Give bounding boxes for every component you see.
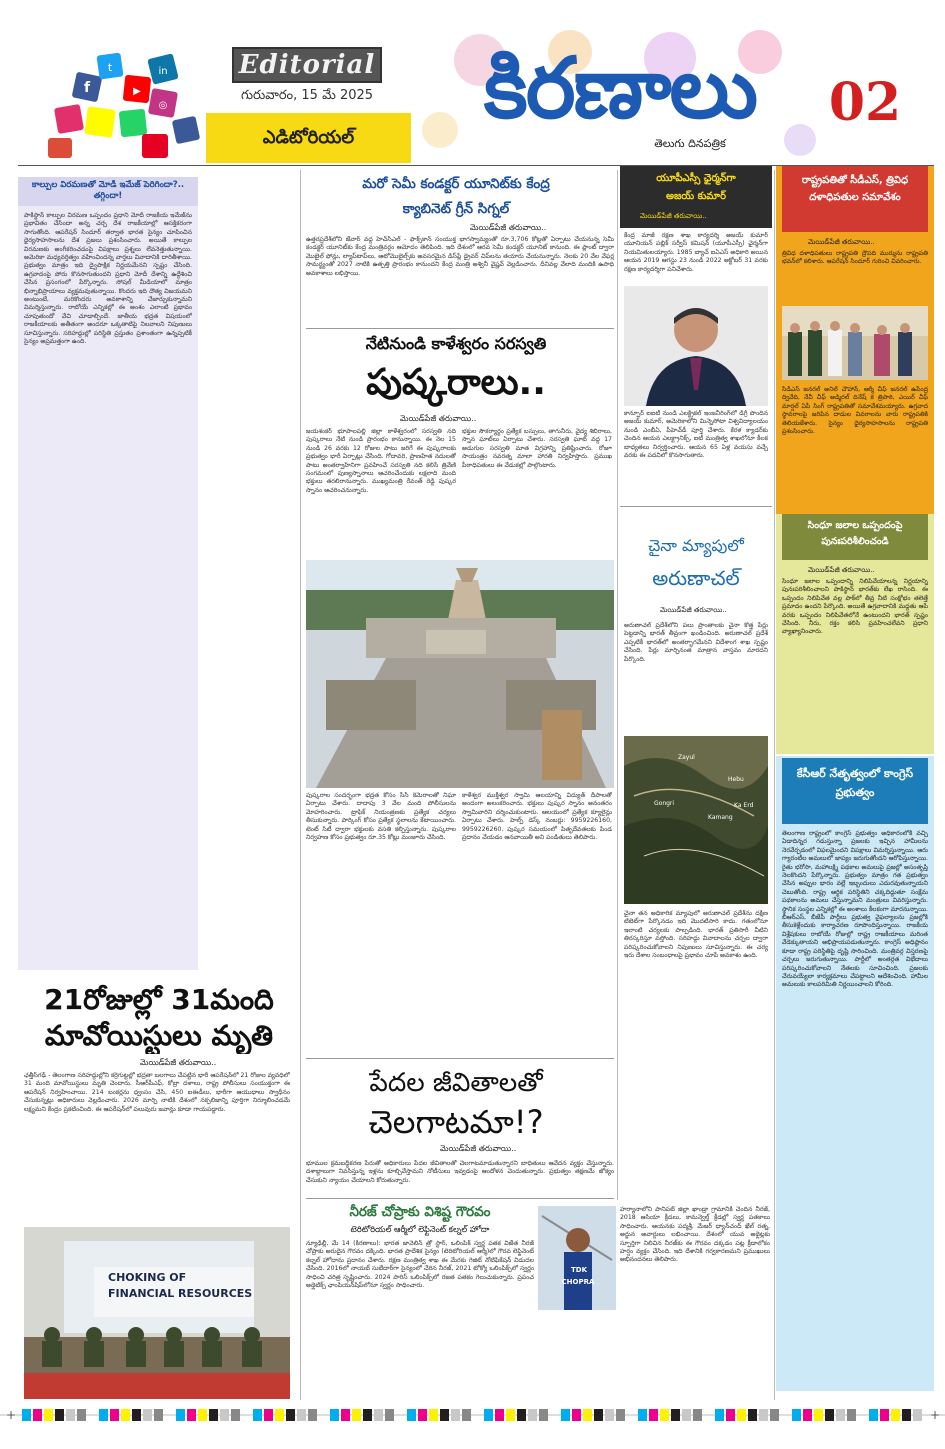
issue-date: గురువారం, 15 మే 2025 xyxy=(240,88,374,103)
china-headline-line2: అరుణాచల్ xyxy=(652,566,740,590)
registration-swatch xyxy=(121,1409,130,1421)
registration-swatch xyxy=(187,1409,196,1421)
press-conference-illustration xyxy=(24,1227,290,1399)
registration-swatch xyxy=(308,1409,317,1421)
pushkaralu-headline-line2: పుష్కరాలు.. xyxy=(366,362,546,403)
semicon-headline-line2: క్యాబినెట్ గ్రీన్ సిగ్నల్ xyxy=(402,201,510,217)
president-meeting-body-bottom: సీడీఎస్ జనరల్ అనిల్ చౌహాన్, ఆర్మీ చీఫ్ జనరల్ ఉపేంద్ర ద్వివేది, నేవీ చీఫ్ అడ్మిరల్ దినేష్ కె త్రిపాఠి, ఎయిర్ చీఫ్ మార్షల్ ఏపీ సింగ్ రాష్ట్రపతితో సమావేశమయ్యారు. ఉగ్రవాద స్థావరాలపై జరిపిన దాడుల వివరాలను వారు రాష్ట్రపతికి తెలియజేశారు. సైన్యం ధైర్యసాహసాలను రాష్ట్రపతి ప్రశంసించారు. xyxy=(782,386,928,436)
registration-swatch xyxy=(374,1409,383,1421)
registration-swatch xyxy=(154,1409,163,1421)
registration-swatch xyxy=(506,1409,515,1421)
temple-courtyard-illustration xyxy=(306,560,614,788)
jersey-name: CHOPRA xyxy=(561,1278,595,1286)
registration-swatch xyxy=(440,1409,449,1421)
photo-banner-line2: FINANCIAL RESOURCES xyxy=(108,1287,253,1300)
photo-banner-line1: CHOKING OF xyxy=(108,1271,187,1284)
pushkaralu-body-c: పుష్కరాల సందర్భంగా భద్రత కోసం సీసీ కెమెరాలతో నిఘా ఏర్పాటు చేశారు. దాదాపు 3 వేల మంది పోలీసులను మోహరించారు. ట్రాఫిక్ నియంత్రణకు ప్రత్యేక చర్యలు తీసుకున్నారు. పార్కింగ్ కోసం ప్రత్యేక స్థలాలను కేటాయించారు. టెంట్ సిటీ ద్వారా భక్తులకు వసతి కల్పిస్తున్నారు. పుష్కరాల నిర్వహణ కోసం ప్రభుత్వం రూ.35 కోట్లు మంజూరు చేసింది. xyxy=(306,792,456,842)
registration-swatch xyxy=(220,1409,229,1421)
pushkaralu-headline-line1: నేటినుండి కాళేశ్వరం సరస్వతి xyxy=(365,334,547,353)
svg-text:t: t xyxy=(107,61,113,74)
poor-lives-headline-line2: చెలగాటమా!? xyxy=(368,1103,544,1141)
registration-swatch xyxy=(649,1409,658,1421)
svg-text:in: in xyxy=(158,66,168,77)
pushkaralu-byline: మెయిడ్‌పేజీ తరువాయి.. xyxy=(400,414,477,423)
registration-swatch xyxy=(737,1409,746,1421)
upsc-headline-line2: అజయ్ కుమార్ xyxy=(665,191,727,202)
column-divider-3 xyxy=(774,170,775,1400)
registration-swatch xyxy=(528,1409,537,1421)
registration-swatch xyxy=(132,1409,141,1421)
president-meeting-headline: రాష్ట్రపతితో సీడీఎస్, త్రివిధ దళాధిపతుల సమావేశం xyxy=(801,175,909,203)
newspaper-title: కిరణాలు xyxy=(483,39,757,137)
registration-swatch xyxy=(429,1409,438,1421)
column-divider-1 xyxy=(300,170,301,1400)
registration-swatch xyxy=(264,1409,273,1421)
ajay-kumar-photo xyxy=(624,286,768,406)
registration-swatch xyxy=(176,1409,185,1421)
divider-upsc xyxy=(620,506,772,507)
registration-swatch xyxy=(759,1409,768,1421)
registration-swatch xyxy=(539,1409,548,1421)
semicon-headline-line1: మరో సెమీ కండక్టర్ యూనిట్‌కు కేంద్ర xyxy=(362,176,550,192)
meeting-illustration xyxy=(782,306,928,380)
satellite-map-illustration xyxy=(624,736,768,904)
registration-swatch xyxy=(22,1409,31,1421)
registration-swatch xyxy=(814,1409,823,1421)
neeraj-body: న్యూఢిల్లీ, మే 14 (కిరణాలు): భారత జావెలిన్ త్రో స్టార్, ఒలింపిక్ స్వర్ణ పతక విజేత నీరజ్ చోప్రాకు అరుదైన గౌరవం దక్కింది. భారత ప్రాదేశిక సైన్యం (టెరిటోరియల్ ఆర్మీ)లో గౌరవ లెఫ్టినెంట్ కల్నల్ హోదాను ప్రదానం చేశారు. రక్షణ మంత్రిత్వ శాఖ ఈ మేరకు గెజిట్ నోటిఫికేషన్ విడుదల చేసింది. 2016లో నాయబ్ సుబేదార్‌గా సైన్యంలో చేరిన నీరజ్, 2021 టోక్యో ఒలింపిక్స్‌లో స్వర్ణం సాధించి చరిత్ర సృష్టించారు. 2024 పారిస్ ఒలింపిక్స్‌లో రజత పతకం గెలుచుకున్నారు. ప్రపంచ అథ్లెటిక్స్ ఛాంపియన్‌షిప్‌లోనూ స్వర్ణం సాధించారు. xyxy=(306,1240,534,1290)
column-divider-2 xyxy=(617,170,618,1200)
kcr-story-headline: కేసీఆర్ నేతృత్వంలో కాంగ్రెస్ ప్రభుత్వం xyxy=(796,767,914,799)
svg-text:f: f xyxy=(83,80,91,96)
kaleshwaram-temple-photo xyxy=(306,560,614,788)
indus-treaty-byline: మెయిడ్‌పేజీ తరువాయి.. xyxy=(808,566,875,574)
svg-text:▶: ▶ xyxy=(133,86,141,97)
president-meeting-body-top: త్రివిధ దళాధిపతులు రాష్ట్రపతి ద్రౌపది ముర్మును రాష్ట్రపతి భవన్‌లో కలిశారు. ఆపరేషన్ సిందూర్ గురించి వివరించారు. xyxy=(782,250,928,266)
registration-swatch xyxy=(143,1409,152,1421)
registration-swatch xyxy=(517,1409,526,1421)
registration-swatch xyxy=(341,1409,350,1421)
neeraj-subhead: టెరిటోరియల్ ఆర్మీలో లెఫ్టినెంట్ కల్నల్ హోదా xyxy=(350,1224,490,1234)
portrait-illustration xyxy=(624,286,768,406)
arunachal-map-photo xyxy=(624,736,768,904)
page-number: 02 xyxy=(828,72,902,133)
registration-swatch xyxy=(880,1409,889,1421)
president-meeting-photo xyxy=(782,306,928,380)
registration-swatch xyxy=(913,1409,922,1421)
upsc-headline-line1: యూపీఎస్సీ ఛైర్మన్‌గా xyxy=(656,173,736,184)
svg-text:◎: ◎ xyxy=(158,100,168,111)
indus-treaty-body: సింధూ జలాల ఒప్పందాన్ని నిలిపివేయాలన్న నిర్ణయాన్ని పునఃపరిశీలించాలని పాకిస్థాన్ భారత్‌కు లేఖ రాసింది. ఈ ఒప్పందం నిలిపివేత వల్ల పాక్‌లో తీవ్ర నీటి సంక్షోభం తలెత్తే ప్రమాదం ఉందని పేర్కొంది. అయితే ఉగ్రవాదానికి మద్దతు ఆపే వరకు ఒప్పందం నిలిపివేతలోనే ఉంటుందని భారత్ స్పష్టం చేసింది. నీరు, రక్తం కలిసి ప్రవహించలేవని ప్రధాని వ్యాఖ్యానించారు. xyxy=(782,578,928,636)
upsc-byline: మెయిడ్‌పేజీ తరువాయి.. xyxy=(640,212,707,220)
china-body: అరుణాచల్ ప్రదేశ్‌లోని పలు ప్రాంతాలకు చైనా కొత్త పేర్లు పెట్టడాన్ని భారత్ తీవ్రంగా ఖండించింది. అరుణాచల్ ప్రదేశ్ ఎప్పటికీ భారత్‌లో అంతర్భాగమేనని విదేశాంగ శాఖ స్పష్టం చేసింది. పేర్లు మార్చినంత మాత్రాన వాస్తవం మారదని పేర్కొంది. xyxy=(624,622,768,663)
poor-lives-byline: మెయిడ్‌పేజీ తరువాయి.. xyxy=(440,1144,517,1153)
registration-swatch xyxy=(561,1409,570,1421)
left-column-headline: కాల్పుల విరమణతో మోడీ ఇమేజ్ పెరిగిందా?.. తగ్గిందా! xyxy=(31,180,185,201)
left-column-body: పాకిస్థాన్ కాల్పుల విరమణ ఒప్పందం ప్రధాని మోదీ రాజకీయ ఇమేజ్‌ను ప్రభావితం చేసిందా అన్న చర్చ దేశ రాజకీయాల్లో ఆసక్తికరంగా సాగుతోంది. ఆపరేషన్ సిందూర్ తర్వాత భారత సైన్యం చూపించిన ధైర్యసాహసాలను దేశ ప్రజలు ప్రశంసించారు. అయితే కాల్పుల విరమణకు అంగీకరించడంపై విపక్షాలు ప్రశ్నలు లేవనెత్తుతున్నాయి. అమెరికా మధ్యవర్తిత్వం వహించిందన్న వార్తలు వివాదానికి దారితీశాయి. ప్రభుత్వం మాత్రం ఇది ద్వైపాక్షిక నిర్ణయమేనని స్పష్టం చేసింది. ఉగ్రవాదంపై పోరు కొనసాగుతుందని ప్రధాని మోదీ దేశాన్ని ఉద్దేశించి చేసిన ప్రసంగంలో పేర్కొన్నారు. సోషల్ మీడియాలో మాత్రం భిన్నాభిప్రాయాలు వ్యక్తమవుతున్నాయి. కొందరు ఇది దౌత్య విజయమని అంటుంటే, మరికొందరు అవకాశాన్ని చేజార్చుకున్నామని విమర్శిస్తున్నారు. రాబోయే ఎన్నికల్లో ఈ అంశం ఎలాంటి ప్రభావం చూపుతుందో వేచి చూడాల్సిందే. జాతీయ భద్రత విషయంలో రాజకీయాలకు అతీతంగా అందరూ ఒక్కతాటిపై నిలవాలని నిపుణులు సూచిస్తున్నారు. సరిహద్దుల్లో పరిస్థితి ప్రస్తుతం ప్రశాంతంగా ఉన్నప్పటికీ సైన్యం అప్రమత్తంగా ఉంది. xyxy=(24,212,192,346)
registration-swatch xyxy=(462,1409,471,1421)
divider-semicon xyxy=(306,328,614,329)
registration-swatch xyxy=(660,1409,669,1421)
newspaper-subtitle: తెలుగు దినపత్రిక xyxy=(654,137,726,150)
registration-swatch xyxy=(616,1409,625,1421)
registration-swatch xyxy=(715,1409,724,1421)
china-headline-line1: చైనా మ్యాపులో xyxy=(648,536,744,555)
registration-swatch xyxy=(770,1409,779,1421)
jersey-sponsor: TDK xyxy=(570,1266,587,1274)
registration-swatch xyxy=(803,1409,812,1421)
registration-swatch xyxy=(847,1409,856,1421)
poor-lives-headline-line1: పేదల జీవితాలతో xyxy=(369,1068,543,1098)
registration-swatch xyxy=(605,1409,614,1421)
neeraj-body-right: హర్యానాలోని పానిపట్ జిల్లా ఖాండ్రా గ్రామానికి చెందిన నీరజ్, 2018 ఆసియా క్రీడలు, కామన్వెల్త్ క్రీడల్లో స్వర్ణ పతకాలు సాధించారు. ఆయనకు పద్మశ్రీ, మేజర్ ధ్యాన్‌చంద్ ఖేల్ రత్న, అర్జున అవార్డులు లభించాయి. దేశంలో యువ అథ్లెట్లకు స్ఫూర్తిగా నిలిచిన నీరజ్‌కు ఈ గౌరవం దక్కడం పట్ల క్రీడాలోకం హర్షం వ్యక్తం చేసింది. ఇది దేశానికి గర్వకారణమని ప్రముఖులు అభినందనలు తెలిపారు. xyxy=(620,1206,770,1264)
registration-swatch xyxy=(253,1409,262,1421)
registration-swatch xyxy=(902,1409,911,1421)
pushkaralu-body-b: భక్తుల సౌకర్యార్థం ప్రత్యేక బస్సులు, తాగునీరు, వైద్య శిబిరాలు, స్నాన ఘాట్‌లు ఏర్పాటు చేశారు. సరస్వతి ఘాట్ వద్ద 17 అడుగుల సరస్వతి మాత విగ్రహాన్ని ప్రతిష్టించారు. రోజూ సాయంత్రం నవరత్న మాలా హారతి నిర్వహిస్తారు. ప్రముఖ పీఠాధిపతులు ఈ వేడుకల్లో పాల్గొంటారు. xyxy=(462,428,612,469)
svg-text:+: + xyxy=(6,1408,17,1422)
registration-swatch xyxy=(385,1409,394,1421)
registration-swatch xyxy=(286,1409,295,1421)
semicon-byline: మెయిడ్‌పేజీ తరువాయి.. xyxy=(470,223,547,232)
pushkaralu-body-d: కాళేశ్వర ముక్తీశ్వర స్వామి ఆలయాన్ని విద్యుత్ దీపాలతో అందంగా అలంకరించారు. భక్తులు పుష్కర స్నానం అనంతరం స్వామివారిని దర్శించుకుంటారు. ఆలయంలో ప్రత్యేక క్యూలైన్లు ఏర్పాటు చేశారు. హెల్ప్ డెస్క్ నంబర్లు: 9959226160, 9959226260. పుష్కర సమయంలో పితృదేవతలకు పిండ ప్రదానం చేయడం ఆనవాయితీ అని పండితులు తెలిపారు. xyxy=(462,792,612,842)
neeraj-headline: నీరజ్ చోప్రాకు విశిష్ట గౌరవం xyxy=(349,1204,491,1220)
registration-swatch xyxy=(869,1409,878,1421)
registration-swatch xyxy=(671,1409,680,1421)
maoist-body: ఛత్తీస్‌గఢ్ - తెలంగాణ సరిహద్దుల్లోని కర్రెగుట్టల్లో భద్రతా బలగాలు చేపట్టిన భారీ ఆపరేషన్‌లో 21 రోజుల వ్యవధిలో 31 మంది మావోయిస్టులు మృతి చెందారు. సీఆర్‌పీఎఫ్, కోబ్రా దళాలు, రాష్ట్ర పోలీసులు సంయుక్తంగా ఈ ఆపరేషన్ నిర్వహించాయి. 214 బంకర్లను ధ్వంసం చేసి, 450 ఐఈడీలు, భారీగా ఆయుధాలు స్వాధీనం చేసుకున్నట్లు అధికారులు వెల్లడించారు. 2026 మార్చి నాటికి దేశంలో నక్సలిజాన్ని పూర్తిగా నిర్మూలించడమే లక్ష్యమని కేంద్రం ప్రకటించింది. ఈ ఆపరేషన్‌లో పలువురు జవాన్లు కూడా గాయపడ్డారు. xyxy=(24,1072,290,1113)
registration-swatch xyxy=(693,1409,702,1421)
registration-swatch xyxy=(66,1409,75,1421)
maoist-byline: మెయిడ్‌పేజీ తరువాయి.. xyxy=(140,1058,217,1067)
registration-swatch xyxy=(836,1409,845,1421)
maoist-headline: 21రోజుల్లో 31మంది మావోయిస్టులు మృతి xyxy=(44,983,274,1052)
maoist-photo xyxy=(24,1227,290,1399)
registration-swatch xyxy=(825,1409,834,1421)
social-media-cubes-graphic xyxy=(46,46,206,164)
map-label-0: Zayul xyxy=(678,754,695,761)
print-registration-bar xyxy=(0,1404,945,1426)
registration-swatch xyxy=(55,1409,64,1421)
upsc-body-bottom: కాన్పూర్ ఐఐటీ నుండి ఎలక్ట్రికల్ ఇంజనీరింగ్‌లో డిగ్రీ పొందిన అజయ్ కుమార్, అమెరికాలోని మిన్నెసోటా విశ్వవిద్యాలయం నుండి ఎంబీఏ, పీహెచ్‌డీ పూర్తి చేశారు. కేరళ క్యాడర్‌కు చెందిన ఆయన ఎలక్ట్రానిక్స్, ఐటీ మంత్రిత్వ శాఖలోనూ కీలక బాధ్యతలు నిర్వర్తించారు. ఆయన 65 ఏళ్ల వయసు వచ్చే వరకు ఈ పదవిలో కొనసాగుతారు. xyxy=(624,410,768,460)
china-body-bottom: చైనా తన అధికారిక మ్యాపులో అరుణాచల్ ప్రదేశ్‌ను దక్షిణ టిబెట్‌గా పేర్కొనడం ఇది మొదటిసారి కాదు. గతంలోనూ ఇలాంటి చర్యలకు పాల్పడింది. భారత్ ప్రతిసారీ వీటిని తిరస్కరిస్తూ వస్తోంది. సరిహద్దు వివాదాలను చర్చల ద్వారా పరిష్కరించుకోవాలని నిపుణులు సూచిస్తున్నారు. ఈ చర్య ఇరు దేశాల సంబంధాలపై ప్రభావం చూపే అవకాశం ఉంది. xyxy=(624,910,768,960)
registration-swatch xyxy=(451,1409,460,1421)
registration-swatch xyxy=(484,1409,493,1421)
indus-treaty-headline: సింధూ జలాల ఒప్పందంపై పునఃపరిశీలించండి xyxy=(807,520,903,547)
registration-swatch xyxy=(99,1409,108,1421)
semicon-body: ఉత్తరప్రదేశ్‌లోని జేవార్ వద్ద హెచ్‌సీఎల్ - ఫాక్స్‌కాన్ సంయుక్త భాగస్వామ్యంతో రూ.3,706 కోట్లతో ఏర్పాటు చేయనున్న సెమీ కండక్టర్ యూనిట్‌కు కేంద్ర మంత్రివర్గం ఆమోదం తెలిపింది. ఇది దేశంలో ఆరవ సెమీ కండక్టర్ యూనిట్ కానుంది. ఈ ప్లాంట్ ద్వారా మొబైల్ ఫోన్లు, ల్యాప్‌టాప్‌లు, ఆటోమొబైల్స్‌కు అవసరమైన డిస్‌ప్లే డ్రైవర్ చిప్‌లను తయారు చేయనున్నారు. నెలకు 20 వేల వేఫర్ల సామర్థ్యంతో 2027 నాటికి ఉత్పత్తి ప్రారంభం కానుందని కేంద్ర మంత్రి అశ్వినీ వైష్ణవ్ వెల్లడించారు. దీనివల్ల వేలాది మందికి ఉపాధి అవకాశాలు లభిస్తాయి. xyxy=(306,236,614,277)
registration-swatch xyxy=(275,1409,284,1421)
neeraj-chopra-photo xyxy=(538,1206,616,1310)
registration-swatch xyxy=(748,1409,757,1421)
map-label-1: Hebu xyxy=(728,776,744,783)
registration-swatch xyxy=(352,1409,361,1421)
registration-swatch xyxy=(682,1409,691,1421)
china-byline: మెయిడ్‌పేజీ తరువాయి.. xyxy=(660,606,727,614)
svg-text:+: + xyxy=(930,1408,941,1422)
registration-swatch xyxy=(594,1409,603,1421)
editorial-logo-text: Editorial xyxy=(238,50,376,80)
pushkaralu-body-a: జయశంకర్ భూపాలపల్లి జిల్లా కాళేశ్వరంలో సరస్వతి నది పుష్కరాలు నేటి నుండి ప్రారంభం కానున్నాయి. ఈ నెల 15 నుండి 26 వరకు 12 రోజుల పాటు జరిగే ఈ పుష్కరాలకు ప్రభుత్వం భారీ ఏర్పాట్లు చేసింది. గోదావరి, ప్రాణహిత నదులతో పాటు అంతర్వాహినిగా ప్రవహించే సరస్వతి నది కలిసే త్రివేణి సంగమంలో పుణ్యస్నానాలు ఆచరించేందుకు లక్షలాది మంది భక్తులు తరలిరానున్నారు. ముఖ్యమంత్రి రేవంత్ రెడ్డి పుష్కర స్నానం ఆచరించనున్నారు. xyxy=(306,428,456,494)
registration-swatch xyxy=(33,1409,42,1421)
kcr-story-body: తెలంగాణ రాష్ట్రంలో కాంగ్రెస్ ప్రభుత్వం అధికారంలోకి వచ్చి ఏడాదిన్నర గడుస్తున్నా ప్రజలకు ఇచ్చిన హామీలను నెరవేర్చడంలో విఫలమైందని విపక్షాలు విమర్శిస్తున్నాయి. ఆరు గ్యారంటీల అమలులో జాప్యం జరుగుతోందని ఆరోపిస్తున్నాయి. రైతు భరోసా, మహాలక్ష్మి పథకాల అమలుపై ప్రజల్లో అసంతృప్తి నెలకొందని పేర్కొన్నారు. ప్రభుత్వం మాత్రం గత ప్రభుత్వం చేసిన అప్పుల భారం వల్లే ఇబ్బందులు ఎదురవుతున్నాయని చెబుతోంది. రాష్ట్ర ఆర్థిక పరిస్థితిని చక్కదిద్దుతూ సంక్షేమ పథకాలను అమలు చేస్తున్నామని మంత్రులు వివరిస్తున్నారు. స్థానిక సంస్థల ఎన్నికల్లో ఈ అంశాలు కీలకంగా మారనున్నాయి. బీఆర్ఎస్, బీజేపీ పార్టీలు ప్రభుత్వ వైఫల్యాలను ప్రజల్లోకి తీసుకెళ్లేందుకు కార్యాచరణ రూపొందిస్తున్నాయి. రాజకీయ విశ్లేషకులు రాబోయే రోజుల్లో రాష్ట్ర రాజకీయాలు మరింత వేడెక్కుతాయని అభిప్రాయపడుతున్నారు. కాంగ్రెస్ అధిష్ఠానం కూడా రాష్ట్ర పరిస్థితిపై దృష్టి సారించింది. మంత్రివర్గ విస్తరణపై చర్చలు జరుగుతున్నాయి. పార్టీలో అంతర్గత విభేదాలు పరిష్కరించుకోవాలని నేతలకు సూచించింది. ప్రజలకు చేరువయ్యేలా కార్యక్రమాలు చేపట్టాలని ఆదేశించింది. హామీల అమలుకు కాలపరిమితి నిర్ణయించాలని కోరింది. xyxy=(782,830,928,989)
registration-swatch xyxy=(407,1409,416,1421)
poor-lives-body: భూముల క్రమబద్ధీకరణ పేరుతో అధికారులు పేదల జీవితాలతో చెలగాటమాడుతున్నారని బాధితులు ఆవేదన వ్యక్తం చేస్తున్నారు. దశాబ్దాలుగా నివసిస్తున్న ఇళ్లను కూల్చివేస్తామని నోటీసులు ఇవ్వడంపై ఆందోళన చెందుతున్నారు. ప్రభుత్వం తక్షణమే జోక్యం చేసుకుని న్యాయం చేయాలని కోరుతున్నారు. xyxy=(306,1160,614,1184)
section-label: ఎడిటోరియల్ xyxy=(262,127,355,148)
registration-swatch xyxy=(638,1409,647,1421)
map-label-4: Ka Erd xyxy=(734,802,754,809)
president-meeting-byline: మెయిడ్‌పేజీ తరువాయి.. xyxy=(808,238,875,246)
registration-swatch xyxy=(572,1409,581,1421)
map-label-2: Gongri xyxy=(654,800,675,807)
upsc-body-top: కేంద్ర మాజీ రక్షణ శాఖ కార్యదర్శి అజయ్ కుమార్ యూనియన్ పబ్లిక్ సర్వీస్ కమిషన్ (యూపీఎస్సీ) ఛైర్మన్‌గా నియమితులయ్యారు. 1985 బ్యాచ్ ఐఏఎస్ అధికారి అయిన ఆయన 2019 ఆగస్టు 23 నుండి 2022 అక్టోబర్ 31 వరకు రక్షణ కార్యదర్శిగా పనిచేశారు. xyxy=(624,232,768,273)
registration-swatch xyxy=(891,1409,900,1421)
athlete-illustration xyxy=(538,1206,616,1310)
registration-swatch xyxy=(330,1409,339,1421)
registration-swatch xyxy=(44,1409,53,1421)
registration-swatch xyxy=(198,1409,207,1421)
divider-pushkaralu xyxy=(306,1058,614,1059)
registration-swatch xyxy=(792,1409,801,1421)
registration-swatch xyxy=(110,1409,119,1421)
registration-swatch xyxy=(583,1409,592,1421)
divider-poor-lives xyxy=(306,1198,614,1199)
registration-swatch xyxy=(726,1409,735,1421)
registration-swatch xyxy=(418,1409,427,1421)
map-label-3: Kamang xyxy=(708,814,733,821)
registration-swatch xyxy=(297,1409,306,1421)
registration-swatch xyxy=(209,1409,218,1421)
registration-swatch xyxy=(363,1409,372,1421)
registration-swatch xyxy=(77,1409,86,1421)
registration-swatch xyxy=(231,1409,240,1421)
registration-swatch xyxy=(495,1409,504,1421)
